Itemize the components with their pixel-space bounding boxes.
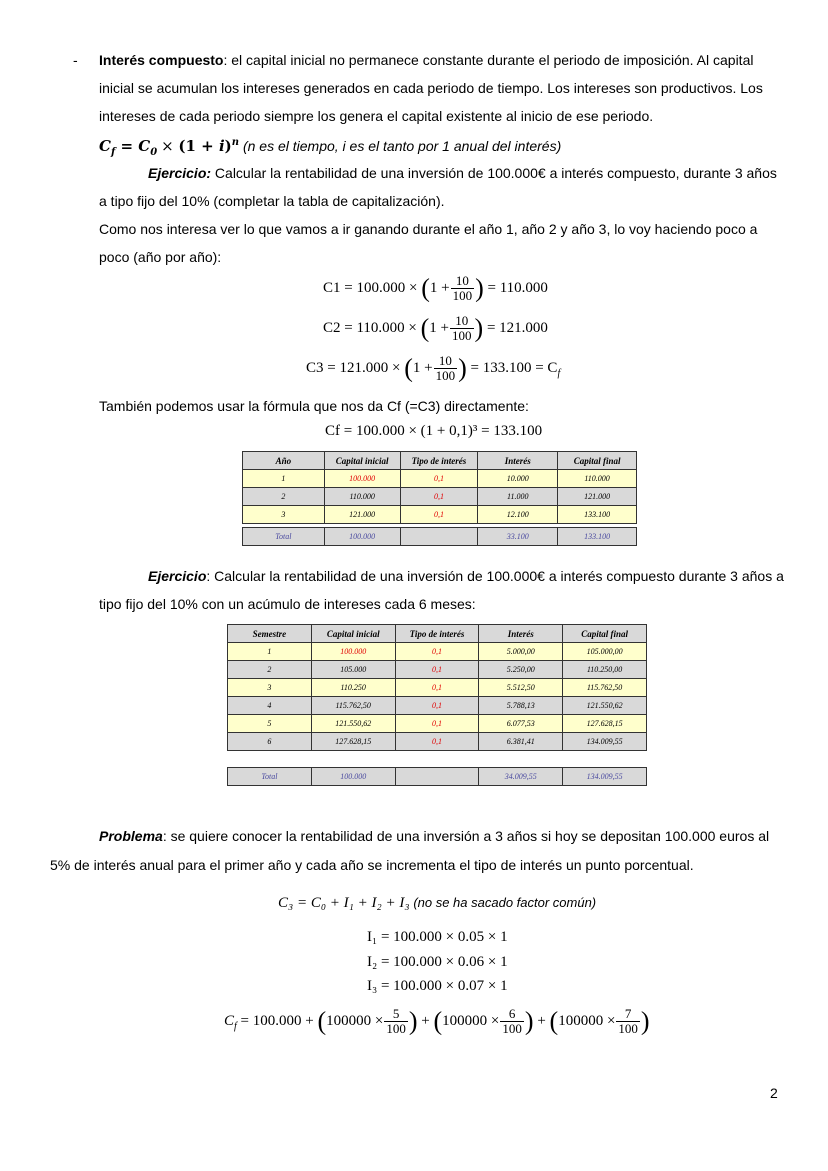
problem-line-1: Problema: se quiere conocer la rentabilidad de una inversión a 3 años si hoy se depositan 100.000 euros al (99, 828, 770, 844)
bullet-dash: - (73, 52, 78, 68)
problem-line-2: 5% de interés anual para el primer año y cada año se incrementa el tipo de interés un punto porcentual. (50, 857, 694, 873)
exercise1-line-4: poco (año por año): (99, 249, 222, 265)
page-number: 2 (770, 1085, 778, 1101)
table-row: 3 121.000 0,1 12.100 133.100 (243, 506, 637, 524)
equation-c2: C2 = 110.000 × (1 + $\frac{10}{100}$ ) = 121.000 (323, 313, 548, 343)
exercise2-line-2: tipo fijo del 10% con un acúmulo de intereses cada 6 meses: (99, 596, 476, 612)
exercise1-line-1: Ejercicio: Calcular la rentabilidad de una inversión de 100.000€ a interés compuesto, durante 3 años (148, 165, 777, 181)
intro-line-2: inicial se acumulan los intereses generados en cada periodo de tiempo. Los intereses son productivos. Los (99, 80, 763, 96)
also-line: También podemos usar la fórmula que nos da Cf (=C3) directamente: (99, 398, 529, 414)
equation-cf-sum: $C_f = 100.000 + (100000$ × $\frac{5}{100}$ ) + (100000 × $\frac{6}{100}$ ) + (100000 × $\frac{7}{100}$ ) (224, 1006, 650, 1036)
table-row: 6 127.628,15 0,1 6.381,41 134.009,55 (228, 733, 647, 751)
exercise1-line-2: a tipo fijo del 10% (completar la tabla de capitalización). (99, 193, 445, 209)
intro-line-1: Interés compuesto: el capital inicial no permanece constante durante el periodo de imposición. Al capital (99, 52, 754, 68)
intro-line-3: intereses de cada periodo siempre los genera el capital existente al inicio de ese periodo. (99, 108, 654, 124)
term-interes-compuesto: Interés compuesto (99, 52, 224, 68)
table-row: 5 121.550,62 0,1 6.077,53 127.628,15 (228, 715, 647, 733)
table-total-row: Total 100.000 33.100 133.100 (243, 528, 637, 546)
exercise2-line-1: Ejercicio: Calcular la rentabilidad de una inversión de 100.000€ a interés compuesto durante 3 años a (148, 568, 784, 584)
table-row: 4 115.762,50 0,1 5.788,13 121.550,62 (228, 697, 647, 715)
table-header: Semestre Capital inicial Tipo de interés Interés Capital final (228, 625, 647, 643)
capitalization-table-annual (242, 451, 637, 546)
equation-c3-sum: C₃ = C₀ + I₁ + I₂ + I₃ (no se ha sacado factor común) (278, 895, 597, 911)
table-row: 1 100.000 0,1 5.000,00 105.000,00 (228, 643, 647, 661)
equation-i3: I₃ = 100.000 × 0.07 × 1 (367, 978, 508, 994)
formula-note: (n es el tiempo, i es el tanto por 1 anual del interés) (242, 138, 562, 154)
compound-formula: $C_f = C_0 \times (1 + i)^n$ (n es el tiempo, i es el tanto por 1 anual del interés) (99, 137, 562, 158)
table-row: 2 110.000 0,1 11.000 121.000 (243, 488, 637, 506)
table-total-row: Total 100.000 34.009,55 134.009,55 (228, 768, 647, 786)
table-header: Año Capital inicial Tipo de interés Interés Capital final (243, 452, 637, 470)
table-row: 3 110.250 0,1 5.512,50 115.762,50 (228, 679, 647, 697)
table-row: 1 100.000 0,1 10.000 110.000 (243, 470, 637, 488)
equation-c1: C1 = 100.000 × (1 + $\frac{10}{100}$ ) = 110.000 (323, 273, 548, 303)
equation-i2: I₂ = 100.000 × 0.06 × 1 (367, 954, 508, 970)
equation-c3: C3 = 121.000 × (1 + $\frac{10}{100}$ ) = $133.100 = C_f$ (306, 353, 561, 383)
exercise1-line-3: Como nos interesa ver lo que vamos a ir ganando durante el año 1, año 2 y año 3, lo voy haciendo poco a (99, 221, 758, 237)
equation-i1: I₁ = 100.000 × 0.05 × 1 (367, 929, 508, 945)
direct-formula: Cf = 100.000 × (1 + 0,1)³ = 133.100 (325, 423, 543, 439)
capitalization-table-semester (227, 624, 647, 786)
table-row: 2 105.000 0,1 5.250,00 110.250,00 (228, 661, 647, 679)
